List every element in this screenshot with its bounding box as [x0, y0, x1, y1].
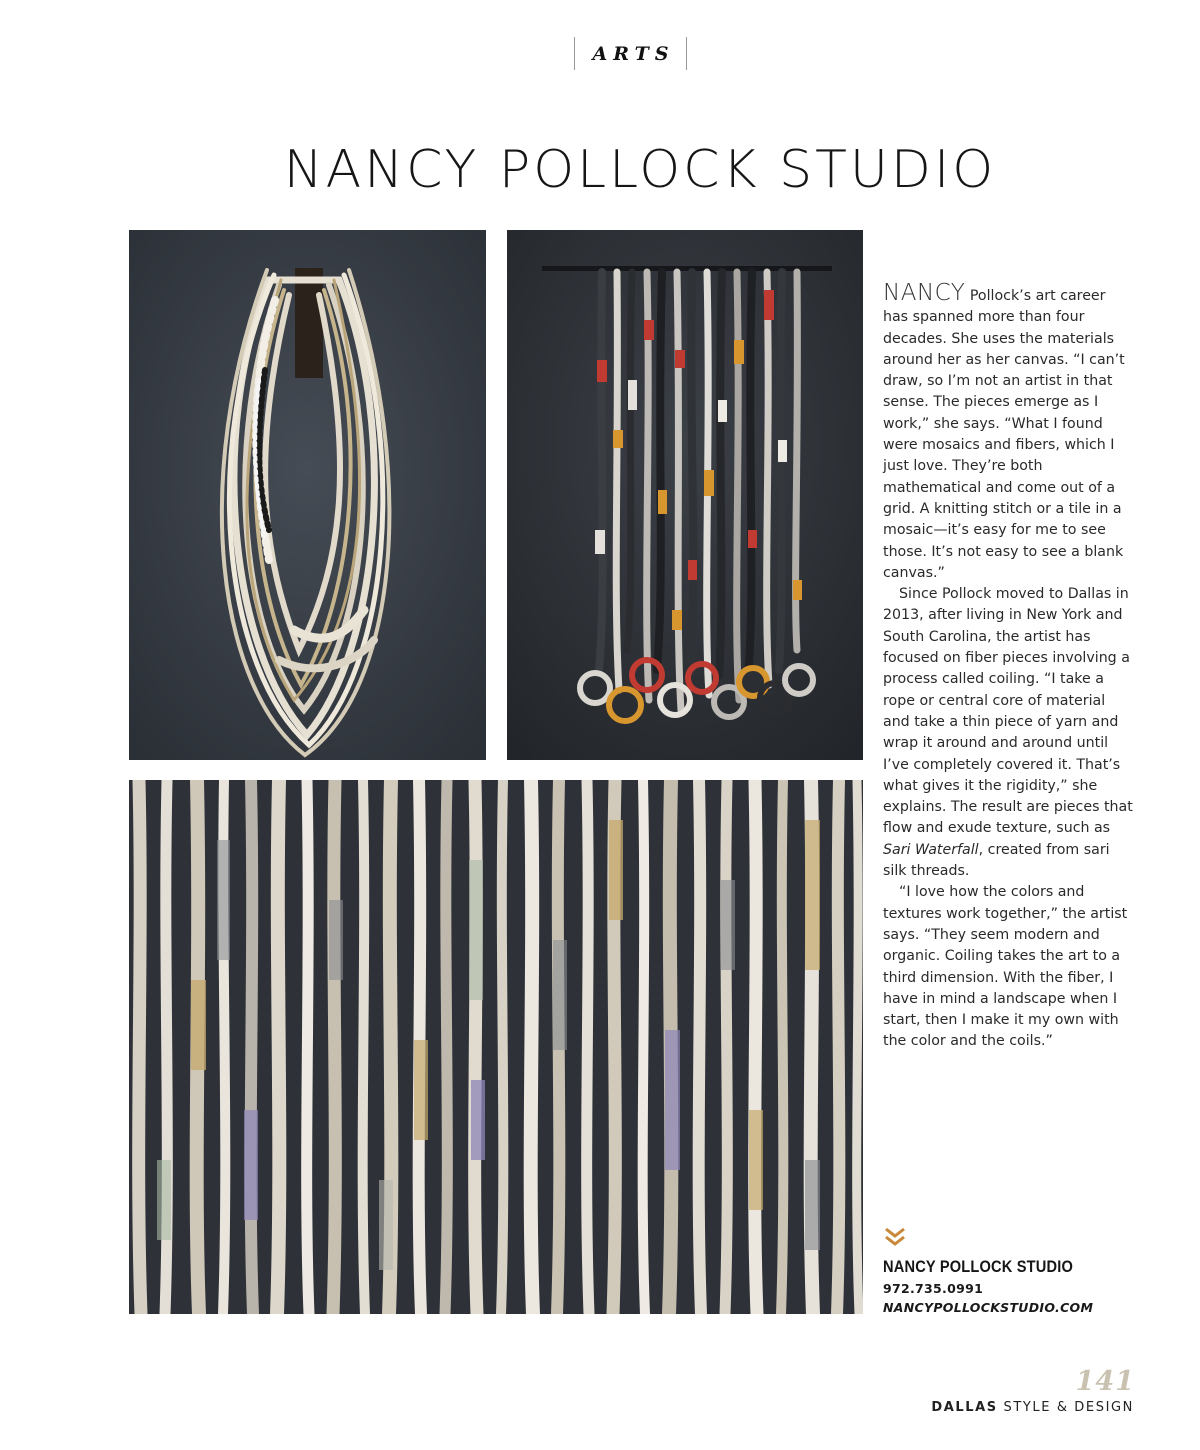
section-label: ARTS — [592, 42, 675, 65]
photo-fiber-closeup — [129, 780, 863, 1314]
article-paragraph-1 — [883, 280, 1133, 584]
article-paragraph-2 — [883, 584, 1133, 882]
artwork-title: Sari Waterfall — [883, 841, 979, 858]
folio-brand-rest: STYLE & DESIGN — [997, 1400, 1134, 1415]
page-number: 141 — [1075, 1366, 1135, 1397]
article-paragraph-2-end: , created from sari silk threads. — [883, 841, 1110, 880]
contact-phone[interactable]: 972.735.0991 — [883, 1281, 984, 1296]
page-title: NANCY POLLOCK STUDIO — [283, 140, 997, 200]
article-dropcap: NANCY — [883, 280, 966, 306]
contact-website-link[interactable]: NANCYPOLLOCKSTUDIO.COM — [883, 1300, 1094, 1315]
photo-coiled-sculpture — [129, 230, 486, 760]
section-tag — [574, 37, 687, 70]
double-chevron-down-icon — [883, 1226, 907, 1248]
article-body — [883, 280, 1133, 1053]
photo-hanging-ropes — [507, 230, 863, 760]
article-paragraph-1-text: Pollock’s art career has spanned more than four decades. She uses the materials around her as her canvas. “I can’t draw, so I’m not an artist in that sense. The pieces emerge as I work,” she says. “What I found were mosaics and fibers, which I just love. They’re both mathematical and come out of a grid. A knitting stitch or a tile in a mosaic—it’s easy for me to see those. It’s not easy to see a blank canvas.” — [883, 288, 1125, 581]
folio-brand-bold: DALLAS — [931, 1400, 998, 1415]
article-paragraph-3: “I love how the colors and textures work together,” the artist says. “They seem modern and organic. Coiling takes the art to a third dimension. With the fiber, I have in mind a landscape when I start, then I make it my own with the color and the coils.” — [883, 884, 1128, 1050]
contact-block — [883, 1226, 1143, 1315]
contact-name: NANCY POLLOCK STUDIO — [883, 1257, 1073, 1276]
publication-folio — [931, 1400, 1134, 1415]
article-paragraph-2-text: Since Pollock moved to Dallas in 2013, after living in New York and South Carolina, the artist has focused on fiber pieces involving a process called coiling. “I take a rope or central core of material and take a thin piece of yarn and wrap it around and around until I’ve completely covered it. That’s what gives it the rigidity,” she explains. The result are pieces that flow and exude texture, such as — [883, 586, 1133, 837]
